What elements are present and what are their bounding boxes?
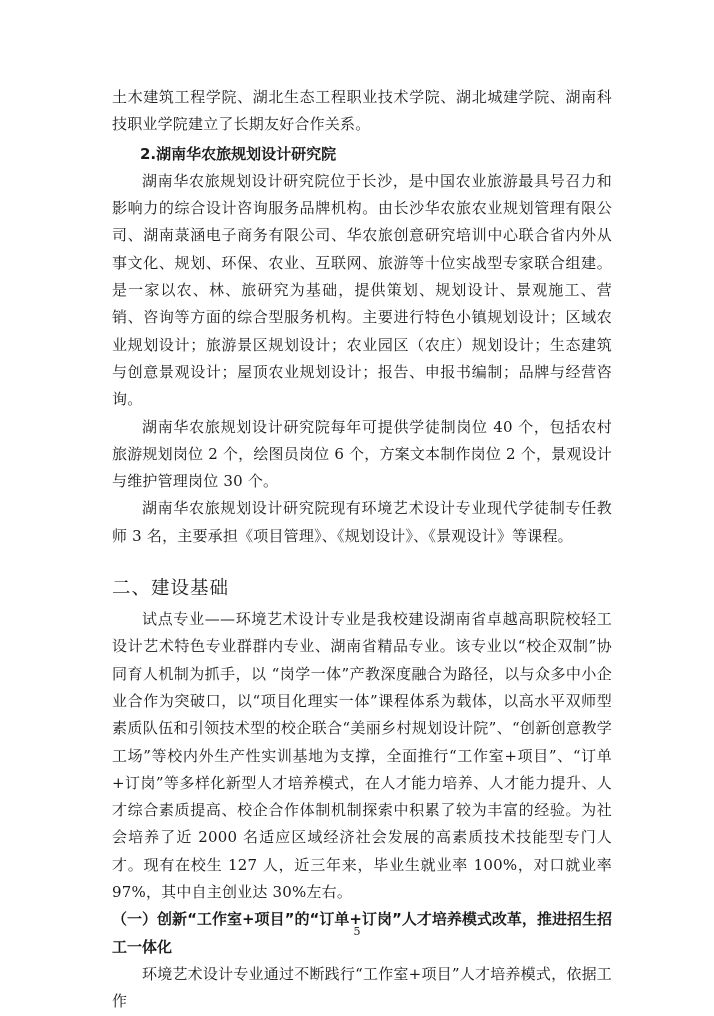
page-content <box>112 84 612 1016</box>
section-heading-foundation: 二、建设基础 <box>112 578 230 600</box>
page-number: 5 <box>353 925 361 938</box>
foundation-paragraph: 试点专业——环境艺术设计专业是我校建设湖南省卓越高职院校轻工设计艺术特色专业群群内专业、湖南省精品专业。该专业以“校企双制”协同育人机制为抓手，以 “岗学一体”产教深度融合为路径，以与众多中小企业合作为突破口，以“项目化理实一体”课程体系为载体，以高水平双师型素质队伍和引领技术型的校企联合“美丽乡村规划设计院”、“创新创意教学工场”等校内外生产性实训基地为支撑，全面推行“工作室+项目”、“订单+订岗”等多样化新型人才培养模式，在人才能力培养、人才能力提升、人才综合素质提高、校企合作体制机制探索中积累了较为丰富的经验。为社会培养了近 2000 名适应区域经济社会发展的高素质技术技能型专门人才。现有在校生 127 人，近三年来，毕业生就业率 100%，对口就业率 97%，其中自主创业达 30%左右。 <box>112 610 612 902</box>
institute-paragraph-3: 湖南华农旅规划设计研究院现有环境艺术设计专业现代学徒制专任教师 3 名，主要承担《项目管理》、《规划设计》、《景观设计》等课程。 <box>112 499 612 545</box>
institute-sub-heading: 2.湖南华农旅规划设计研究院 <box>140 144 337 163</box>
closing-paragraph: 环境艺术设计专业通过不断践行“工作室+项目”人才培养模式，依据工作 <box>112 964 612 1011</box>
sub-section-heading-innovation: （一）创新“工作室+项目”的“订单+订岗”人才培养模式改革，推进招生招工一体化 <box>112 910 612 956</box>
institute-paragraph-2: 湖南华农旅规划设计研究院每年可提供学徒制岗位 40 个，包括农村旅游规划岗位 2 个，绘图员岗位 6 个，方案文本制作岗位 2 个，景观设计与维护管理岗位 30 个。 <box>112 417 612 491</box>
institute-paragraph-1: 湖南华农旅规划设计研究院位于长沙，是中国农业旅游最具号召力和影响力的综合设计咨询服务品牌机构。由长沙华农旅农业规划管理有限公司、湖南菉涵电子商务有限公司、华农旅创意研究培训中心联合省内外从事文化、规划、环保、农业、互联网、旅游等十位实战型专家联合组建。是一家以农、林、旅研究为基础，提供策划、规划设计、景观施工、营销、咨询等方面的综合型服务机构。主要进行特色小镇规划设计；区域农业规划设计；旅游景区规划设计；农业园区（农庄）规划设计；生态建筑与创意景观设计；屋顶农业规划设计；报告、申报书编制；品牌与经营咨询。 <box>112 171 612 409</box>
intro-paragraph: 土木建筑工程学院、湖北生态工程职业技术学院、湖北城建学院、湖南科技职业学院建立了长期友好合作关系。 <box>112 88 612 134</box>
